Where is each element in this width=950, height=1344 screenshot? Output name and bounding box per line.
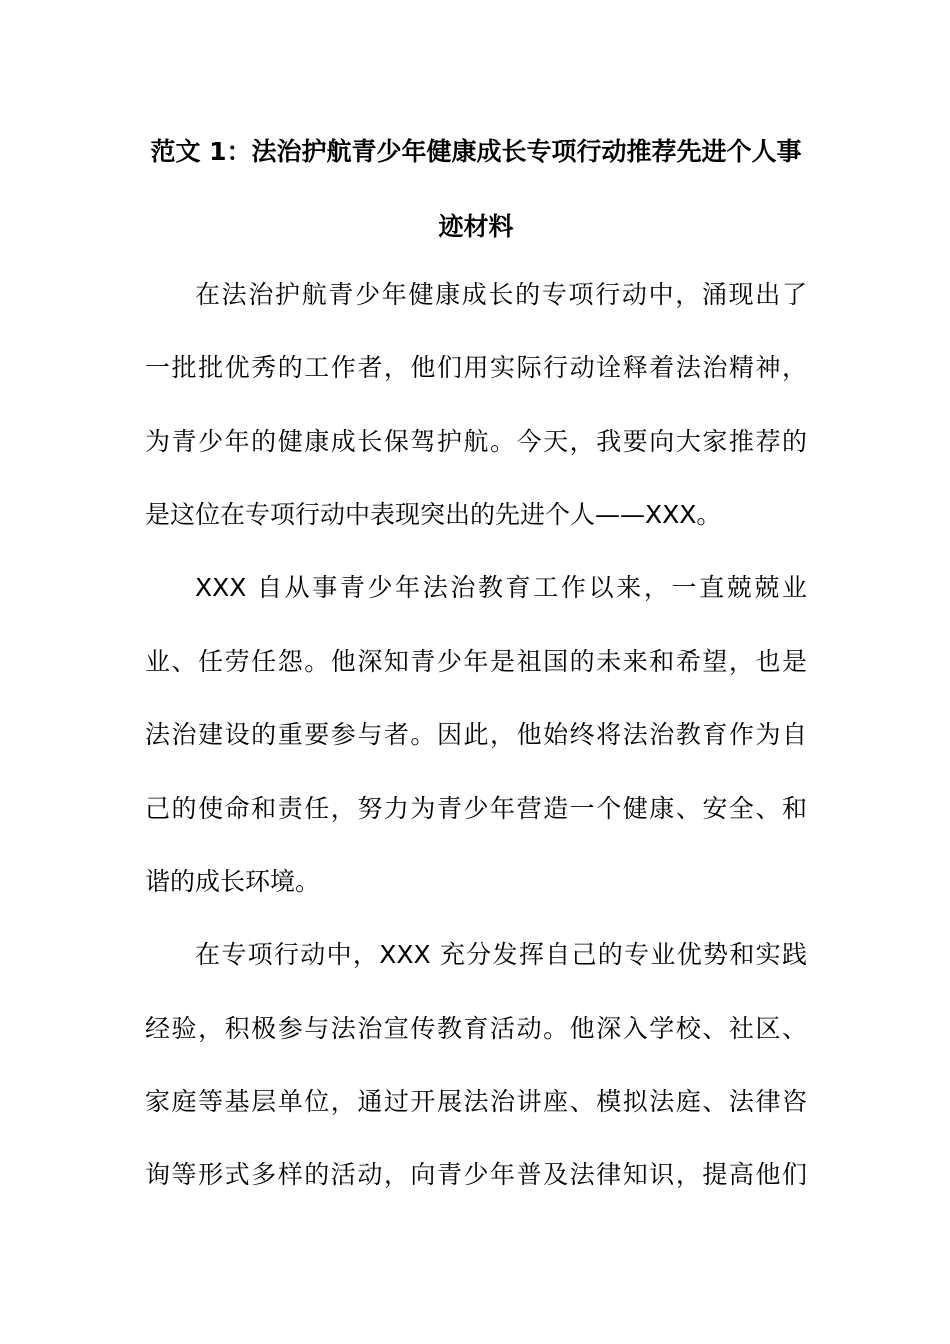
paragraph-2-line-1: XXX 自从事青少年法治教育工作以来，一直兢兢业: [195, 573, 807, 602]
document-title-line-2: 迹材料: [438, 212, 514, 241]
paragraph-2-line-2: 业、任劳任怨。他深知青少年是祖国的未来和希望，也是: [145, 647, 807, 676]
paragraph-1-line-2: 一批批优秀的工作者，他们用实际行动诠释着法治精神，: [145, 353, 807, 382]
paragraph-3-line-1: 在专项行动中，XXX 充分发挥自己的专业优势和实践: [195, 940, 807, 969]
paragraph-3-line-2: 经验，积极参与法治宣传教育活动。他深入学校、社区、: [145, 1014, 807, 1043]
paragraph-3-line-3: 家庭等基层单位，通过开展法治讲座、模拟法庭、法律咨: [145, 1087, 807, 1116]
paragraph-2-line-4: 己的使命和责任，努力为青少年营造一个健康、安全、和: [145, 794, 807, 823]
paragraph-3-line-4: 询等形式多样的活动，向青少年普及法律知识，提高他们: [145, 1160, 807, 1189]
paragraph-2-line-5: 谐的成长环境。: [145, 867, 321, 896]
paragraph-1-line-4: 是这位在专项行动中表现突出的先进个人——XXX。: [145, 500, 722, 529]
document-title-line-1: 范文 1：法治护航青少年健康成长专项行动推荐先进个人事: [150, 137, 802, 166]
paragraph-2-line-3: 法治建设的重要参与者。因此，他始终将法治教育作为自: [145, 720, 807, 749]
paragraph-1-line-3: 为青少年的健康成长保驾护航。今天，我要向大家推荐的: [145, 427, 807, 456]
paragraph-1-line-1: 在法治护航青少年健康成长的专项行动中，涌现出了: [195, 280, 807, 309]
